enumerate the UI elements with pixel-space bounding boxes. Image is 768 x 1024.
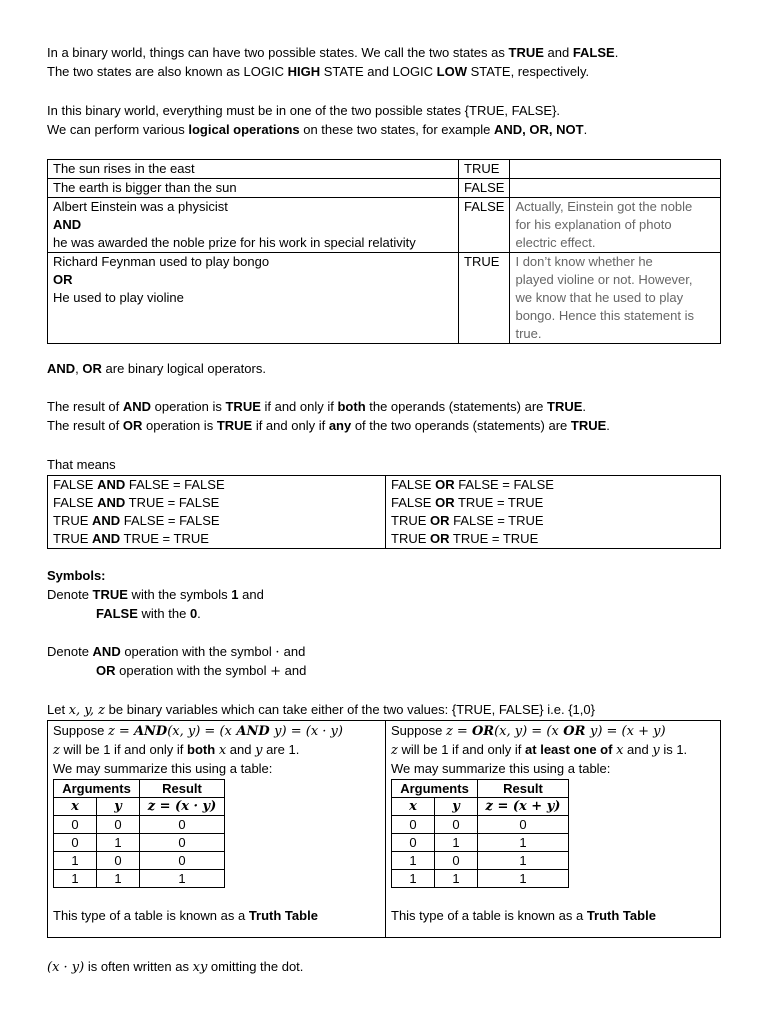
- text: of the two operands (statements) are: [351, 418, 571, 433]
- truth-table-term: Truth Table: [248, 908, 318, 923]
- text: TRUE = FALSE: [125, 495, 220, 510]
- table-row: [48, 198, 721, 253]
- math: z: [53, 743, 60, 758]
- kw-and: AND: [92, 513, 121, 528]
- kw-and: AND: [97, 477, 126, 492]
- math: x: [616, 743, 624, 758]
- intro-line-2: [47, 63, 589, 81]
- kw-or: OR: [96, 663, 116, 678]
- cell: 1: [478, 870, 569, 888]
- symbols-true-line: [47, 586, 264, 604]
- kw-or: OR: [82, 361, 102, 376]
- col-result: z = (x · y): [140, 798, 225, 816]
- table-row: [48, 179, 721, 198]
- statements-table: [47, 159, 721, 344]
- or-row: [391, 476, 715, 494]
- or-cell: [386, 476, 721, 549]
- statement-cell: [48, 253, 459, 344]
- math: (x · y): [47, 960, 85, 975]
- text: FALSE: [53, 495, 98, 510]
- or-row: [391, 530, 715, 548]
- kw-both: both: [337, 399, 366, 414]
- statement-cell: [48, 198, 459, 253]
- text: TRUE: [391, 513, 430, 528]
- text: is 1.: [659, 742, 688, 757]
- text: are binary logical operators.: [101, 361, 266, 376]
- text: if and only if: [260, 399, 338, 414]
- and-cell: [48, 476, 386, 549]
- math: y: [274, 724, 282, 739]
- math: ) = (x + y): [597, 724, 666, 739]
- table-row: [54, 834, 225, 852]
- cell: 0: [140, 816, 225, 834]
- note-line: played violine or not. However,: [515, 272, 693, 287]
- text: Let: [47, 702, 69, 717]
- or-row: [391, 494, 715, 512]
- math: xy: [192, 960, 208, 975]
- kw-at-least-one: at least one of: [525, 742, 613, 757]
- cell: 1: [392, 870, 435, 888]
- text: TRUE = TRUE: [454, 495, 544, 510]
- math: z =: [445, 724, 472, 739]
- math: y: [589, 724, 598, 739]
- text: .: [197, 606, 201, 621]
- table-row: [392, 834, 569, 852]
- text: FALSE: [391, 477, 436, 492]
- math: (x, y) = (: [494, 724, 552, 739]
- cell: 0: [478, 816, 569, 834]
- text: TRUE: [53, 513, 92, 528]
- table-header-row: [392, 798, 569, 816]
- text: the operands (statements) are: [365, 399, 548, 414]
- cell: 0: [140, 852, 225, 870]
- text: .: [582, 399, 587, 414]
- intro-text: .: [583, 122, 588, 137]
- text: Suppose: [391, 723, 446, 738]
- operations-table: [47, 475, 721, 549]
- text: is often written as: [84, 959, 193, 974]
- truth-panels: [47, 720, 721, 938]
- cell: 0: [54, 834, 97, 852]
- dot-symbol: ·: [275, 645, 284, 660]
- kw-true: TRUE: [547, 399, 583, 414]
- intro-low: LOW: [436, 64, 467, 79]
- table-row: [392, 870, 569, 888]
- kw-true: TRUE: [92, 587, 128, 602]
- text: omitting the dot.: [207, 959, 304, 974]
- table-row: [48, 476, 721, 549]
- kw-true: TRUE: [225, 399, 261, 414]
- and-footer: [53, 907, 380, 925]
- let-line: [47, 701, 595, 720]
- cell: 0: [435, 816, 478, 834]
- text: This type of a table is known as a: [53, 908, 249, 923]
- table-row: [392, 816, 569, 834]
- or-condition: [391, 741, 715, 760]
- text: with the symbols: [127, 587, 232, 602]
- variables: x, y, z: [68, 703, 106, 718]
- cell: 1: [140, 870, 225, 888]
- or-definition: [391, 722, 715, 741]
- math: y: [652, 743, 660, 758]
- note-line: bongo. Hence this statement is: [515, 308, 694, 323]
- intro-text: We can perform various: [47, 122, 189, 137]
- value-cell: FALSE: [459, 179, 510, 198]
- text: ,: [75, 361, 83, 376]
- note-line: electric effect.: [515, 235, 596, 250]
- value-cell: TRUE: [459, 160, 510, 179]
- kw-or: OR: [430, 531, 450, 546]
- intro-high: HIGH: [287, 64, 321, 79]
- text: FALSE = FALSE: [120, 513, 220, 528]
- header-arguments: Arguments: [54, 780, 140, 798]
- cell: 1: [478, 834, 569, 852]
- intro-line-4: [47, 121, 587, 139]
- note-line: Actually, Einstein got the noble: [515, 199, 693, 214]
- table-row: [392, 852, 569, 870]
- text: operation is: [151, 399, 226, 414]
- text: are 1.: [262, 742, 300, 757]
- kw-false: FALSE: [96, 606, 138, 621]
- and-condition: [53, 741, 380, 760]
- kw-true: TRUE: [570, 418, 607, 433]
- and-summary: We may summarize this using a table:: [53, 761, 273, 776]
- truth-table-term: Truth Table: [586, 908, 656, 923]
- text: TRUE = TRUE: [449, 531, 539, 546]
- text: and: [283, 644, 306, 659]
- text: if and only if: [252, 418, 329, 433]
- cell: 1: [392, 852, 435, 870]
- table-header-row: [54, 780, 225, 798]
- intro-true: TRUE: [508, 45, 544, 60]
- symbols-heading: Symbols:: [47, 568, 106, 583]
- math: z: [391, 743, 398, 758]
- or-footer: [391, 907, 715, 925]
- plus-symbol: +: [270, 664, 282, 679]
- and-row: [53, 512, 380, 530]
- symbol-one: 1: [231, 587, 239, 602]
- text: and: [623, 742, 653, 757]
- cell: 0: [392, 816, 435, 834]
- kw-and: AND: [97, 495, 126, 510]
- intro-text: .: [614, 45, 619, 60]
- cell: 0: [392, 834, 435, 852]
- intro-line-1: [47, 44, 618, 62]
- math: y: [255, 743, 263, 758]
- note-line: I don’t know whether he: [515, 254, 653, 269]
- or-truth-table: [391, 779, 569, 888]
- cell: 1: [435, 870, 478, 888]
- and-definition: [53, 722, 380, 741]
- statement-line: He used to play violine: [53, 290, 184, 305]
- or-row: [391, 512, 715, 530]
- text: FALSE = FALSE: [125, 477, 225, 492]
- kw-and: AND: [47, 361, 76, 376]
- math-kw: OR: [558, 724, 590, 739]
- math: z =: [107, 724, 134, 739]
- intro-false: FALSE: [572, 45, 615, 60]
- kw-and: AND: [92, 644, 121, 659]
- or-panel: [386, 721, 721, 938]
- text: FALSE: [391, 495, 436, 510]
- text: will be 1 if and only if: [59, 742, 188, 757]
- text: Denote: [47, 644, 93, 659]
- value-cell: FALSE: [459, 198, 510, 253]
- math: x: [218, 743, 227, 758]
- kw-true: TRUE: [216, 418, 253, 433]
- text: and: [238, 587, 264, 602]
- kw-both: both: [187, 742, 216, 757]
- cell: 0: [54, 816, 97, 834]
- binary-operators-line: [47, 360, 266, 378]
- text: Suppose: [53, 723, 108, 738]
- final-note: [47, 958, 303, 977]
- table-row: [48, 253, 721, 344]
- kw-or: OR: [122, 418, 143, 433]
- col-x: x: [54, 798, 97, 816]
- symbol-zero: 0: [189, 606, 198, 621]
- header-result: Result: [478, 780, 569, 798]
- note-cell: [510, 179, 721, 198]
- math: x: [551, 724, 559, 739]
- note-line: we know that he used to play: [515, 290, 684, 305]
- text: TRUE: [53, 531, 92, 546]
- text: FALSE = FALSE: [454, 477, 554, 492]
- kw-any: any: [328, 418, 352, 433]
- kw-or: OR: [430, 513, 450, 528]
- text: Denote: [47, 587, 93, 602]
- cell: 1: [97, 870, 140, 888]
- text: operation with the symbol: [120, 644, 276, 659]
- table-row: [48, 160, 721, 179]
- statement-operator: OR: [53, 272, 73, 287]
- header-arguments: Arguments: [392, 780, 478, 798]
- cell: 0: [140, 834, 225, 852]
- table-row: [54, 870, 225, 888]
- text: The result of: [47, 418, 123, 433]
- or-result-line: [47, 417, 610, 435]
- table-header-row: [392, 780, 569, 798]
- and-result-line: [47, 398, 586, 416]
- cell: 1: [478, 852, 569, 870]
- symbols-and-line: [47, 643, 305, 662]
- statement-line: he was awarded the noble prize for his work in special relativity: [53, 235, 416, 250]
- intro-text: The two states are also known as LOGIC: [47, 64, 288, 79]
- statement-operator: AND: [53, 217, 82, 232]
- kw-or: OR: [435, 495, 455, 510]
- note-line: true.: [515, 326, 542, 341]
- text: operation with the symbol: [115, 663, 271, 678]
- col-result: z = (x + y): [478, 798, 569, 816]
- cell: 1: [97, 834, 140, 852]
- and-row: [53, 476, 380, 494]
- table-row: [54, 852, 225, 870]
- intro-text: STATE and LOGIC: [320, 64, 437, 79]
- statement-line: Albert Einstein was a physicist: [53, 199, 228, 214]
- note-cell: [510, 253, 721, 344]
- value-cell: TRUE: [459, 253, 510, 344]
- text: .: [606, 418, 610, 433]
- table-header-row: [54, 798, 225, 816]
- text: This type of a table is known as a: [391, 908, 587, 923]
- math: ) = (x · y): [281, 724, 343, 739]
- text: be binary variables which can take either of the two values: {TRUE, FALSE} i.e. {1,0}: [105, 702, 595, 717]
- kw-and: AND: [122, 399, 152, 414]
- symbols-false-line: [96, 605, 201, 623]
- cell: 1: [54, 852, 97, 870]
- intro-text: STATE, respectively.: [467, 64, 590, 79]
- text: TRUE = TRUE: [120, 531, 209, 546]
- text: TRUE: [391, 531, 430, 546]
- intro-line-3: [47, 102, 560, 120]
- text: and: [226, 742, 256, 757]
- intro-ops-list: AND, OR, NOT: [494, 122, 584, 137]
- note-cell: [510, 198, 721, 253]
- intro-text: and: [543, 45, 573, 60]
- note-cell: [510, 160, 721, 179]
- kw-or: OR: [435, 477, 455, 492]
- text: will be 1 if and only if: [397, 742, 526, 757]
- kw-and: AND: [92, 531, 121, 546]
- text: FALSE = TRUE: [449, 513, 544, 528]
- that-means: That means: [47, 457, 116, 472]
- header-result: Result: [140, 780, 225, 798]
- intro-text: In this binary world, everything must be in one of the two possible states {TRUE, FALSE}.: [47, 103, 561, 118]
- math-fn: OR: [471, 724, 495, 739]
- math: (x, y) = (: [167, 724, 225, 739]
- text: and: [281, 663, 307, 678]
- and-truth-table: [53, 779, 225, 888]
- note-line: for his explanation of photo: [515, 217, 672, 232]
- math: x: [224, 724, 232, 739]
- text: FALSE: [53, 477, 98, 492]
- intro-text: on these two states, for example: [299, 122, 495, 137]
- statement-cell: The sun rises in the east: [48, 160, 459, 179]
- math-kw: AND: [231, 724, 275, 739]
- cell: 0: [435, 852, 478, 870]
- cell: 0: [97, 852, 140, 870]
- symbols-or-line: [96, 662, 306, 681]
- and-row: [53, 494, 380, 512]
- math-fn: AND: [133, 724, 168, 739]
- col-y: y: [97, 798, 140, 816]
- and-row: [53, 530, 380, 548]
- table-row: [54, 816, 225, 834]
- text: operation is: [142, 418, 217, 433]
- statement-cell: The earth is bigger than the sun: [48, 179, 459, 198]
- cell: 1: [54, 870, 97, 888]
- cell: 1: [435, 834, 478, 852]
- text: The result of: [47, 399, 123, 414]
- or-summary: We may summarize this using a table:: [391, 761, 611, 776]
- cell: 0: [97, 816, 140, 834]
- and-panel: [48, 721, 386, 938]
- statement-line: Richard Feynman used to play bongo: [53, 254, 270, 269]
- intro-ops: logical operations: [188, 122, 300, 137]
- text: with the: [137, 606, 190, 621]
- col-x: x: [392, 798, 435, 816]
- col-y: y: [435, 798, 478, 816]
- intro-text: In a binary world, things can have two possible states. We call the two states as: [47, 45, 509, 60]
